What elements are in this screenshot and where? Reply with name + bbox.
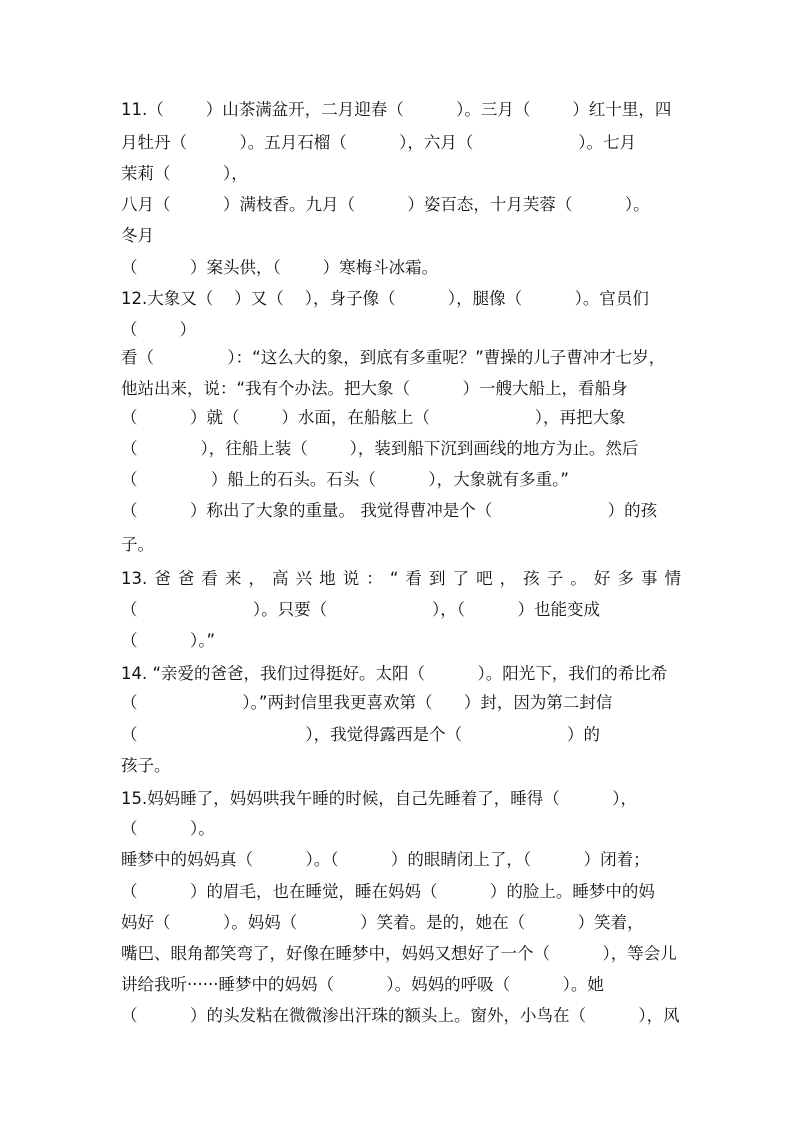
text-line: 讲给我听······睡梦中的妈妈（ ）。妈妈的呼吸（ ）。她	[121, 975, 604, 994]
text-line: 冬月	[121, 226, 154, 245]
text-line: 嘴巴、眼角都笑弯了，好像在睡梦中，妈妈又想好了一个（ ），等会儿	[121, 944, 677, 963]
text-line: 看（ ）：“这么大的象，到底有多重呢？”曹操的儿子曹冲才七岁，	[121, 348, 666, 367]
text-line: （ ）。”两封信里我更喜欢第（ ）封，因为第二封信	[121, 693, 613, 712]
text-line: （ ），往船上装（ ），装到船下沉到画线的地方为止。然后	[121, 439, 639, 458]
text-line: （ ）船上的石头。石头（ ），大象就有多重。”	[121, 470, 569, 489]
text-line: 月牡丹（ ）。五月石榴（ ），六月（ ）。七月	[121, 133, 637, 152]
text-line: （ ）。只要（ ），（ ）也能变成	[121, 600, 600, 619]
text-line: 孩子。	[121, 756, 171, 775]
text-line: 11.（ ）山茶满盆开，二月迎春（ ）。三月（ ）红十里，四	[121, 100, 672, 119]
text-line: （ ）的眉毛，也在睡觉，睡在妈妈（ ）的脸上。睡梦中的妈	[121, 882, 655, 901]
text-line: 子。	[121, 535, 154, 554]
text-line: 八月（ ）满枝香。九月（ ）姿百态，十月芙蓉（ ）。	[121, 195, 650, 214]
text-line: 他站出来，说：“我有个办法。把大象（ ）一艘大船上，看船身	[121, 379, 628, 398]
text-line: 睡梦中的妈妈真（ ）。（ ）的眼睛闭上了，（ ）闭着；	[121, 850, 650, 869]
text-line: （ ）称出了大象的重量。 我觉得曹冲是个（ ）的孩	[121, 501, 658, 520]
text-line: （ ），我觉得露西是个（ ）的	[121, 725, 600, 744]
text-line: （ ）案头供，（ ）寒梅斗冰霜。	[121, 258, 439, 277]
text-line: （ ）。”	[121, 631, 215, 650]
text-line: （ ）的头发粘在微微渗出汗珠的额头上。窗外，小鸟在（ ），风	[121, 1006, 680, 1025]
text-line: （ ）。	[121, 819, 215, 838]
text-line: （ ）就（ ）水面，在船舷上（ ），再把大象	[121, 408, 626, 427]
text-line: 13.爸爸看来，高兴地说：“看到了吧，孩子。好多事情	[121, 569, 681, 588]
text-line: 茉莉（ ），	[121, 164, 248, 183]
text-line: 12.大象又（ ）又（ ），身子像（ ），腿像（ ）。官员们	[121, 289, 649, 308]
text-line: 妈好（ ）。妈妈（ ）笑着。是的，她在（ ）笑着，	[121, 913, 644, 932]
text-line: （ ）	[121, 320, 196, 339]
text-line: 14. “亲爱的爸爸，我们过得挺好。太阳（ ）。阳光下，我们的希比希	[121, 664, 668, 683]
text-line: 15.妈妈睡了，妈妈哄我午睡的时候，自己先睡着了，睡得（ ），	[121, 789, 637, 808]
